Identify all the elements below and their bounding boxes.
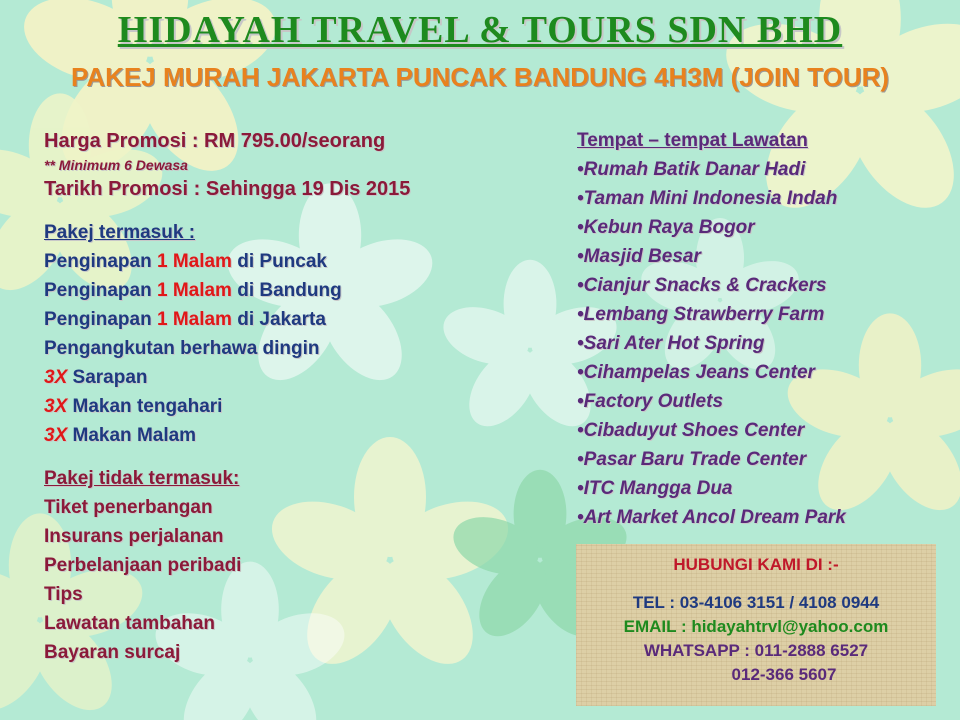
list-item: •Sari Ater Hot Spring bbox=[577, 333, 765, 354]
places-heading: Tempat – tempat Lawatan bbox=[577, 130, 808, 151]
contact-whatsapp: WHATSAPP : 011-2888 6527 bbox=[643, 641, 869, 660]
list-item: Perbelanjaan peribadi bbox=[44, 555, 242, 576]
excluded-heading: Pakej tidak termasuk: bbox=[44, 468, 240, 489]
list-item: •Lembang Strawberry Farm bbox=[577, 304, 825, 325]
list-item: •Kebun Raya Bogor bbox=[577, 217, 755, 238]
list-item: Pengangkutan berhawa dingin bbox=[44, 338, 320, 359]
list-item: •Factory Outlets bbox=[577, 391, 724, 412]
package-details bbox=[44, 126, 410, 667]
list-item: •Masjid Besar bbox=[577, 246, 701, 267]
list-item: Penginapan 1 Malam di Jakarta bbox=[44, 309, 326, 330]
list-item: •Cihampelas Jeans Center bbox=[577, 362, 815, 383]
list-item: Penginapan 1 Malam di Puncak bbox=[44, 251, 327, 272]
promo-date: Tarikh Promosi : Sehingga 19 Dis 2015 bbox=[44, 178, 411, 200]
contact-whatsapp-alt: 012-366 5607 bbox=[731, 665, 837, 684]
list-item: •Art Market Ancol Dream Park bbox=[577, 507, 846, 528]
list-item: Tiket penerbangan bbox=[44, 497, 213, 518]
list-item: •Rumah Batik Danar Hadi bbox=[577, 159, 806, 180]
list-item: •ITC Mangga Dua bbox=[577, 478, 733, 499]
contact-heading: HUBUNGI KAMI DI :- bbox=[673, 555, 839, 574]
contact-phone: TEL : 03-4106 3151 / 4108 0944 bbox=[632, 593, 880, 612]
contact-box bbox=[576, 544, 936, 706]
list-item: Bayaran surcaj bbox=[44, 642, 181, 663]
included-heading: Pakej termasuk : bbox=[44, 222, 196, 243]
list-item: 3X Makan tengahari bbox=[44, 396, 223, 417]
list-item: Penginapan 1 Malam di Bandung bbox=[44, 280, 342, 301]
contact-email: EMAIL : hidayahtrvl@yahoo.com bbox=[623, 617, 889, 636]
list-item: Lawatan tambahan bbox=[44, 613, 216, 634]
list-item: •Cibaduyut Shoes Center bbox=[577, 420, 805, 441]
list-item: •Pasar Baru Trade Center bbox=[577, 449, 807, 470]
list-item: 3X Sarapan bbox=[44, 367, 148, 388]
list-item: 3X Makan Malam bbox=[44, 425, 197, 446]
list-item: •Taman Mini Indonesia Indah bbox=[577, 188, 838, 209]
list-item: •Cianjur Snacks & Crackers bbox=[577, 275, 827, 296]
minimum-note: ** Minimum 6 Dewasa bbox=[44, 157, 188, 173]
list-item: Tips bbox=[44, 584, 83, 605]
places-list bbox=[577, 126, 846, 532]
package-title: PAKEJ MURAH JAKARTA PUNCAK BANDUNG 4H3M (JOIN TOUR) bbox=[70, 62, 890, 92]
promo-price: Harga Promosi : RM 795.00/seorang bbox=[44, 130, 386, 152]
company-name: HIDAYAH TRAVEL & TOURS SDN BHD bbox=[117, 9, 843, 51]
included-list bbox=[44, 247, 410, 450]
list-item: Insurans perjalanan bbox=[44, 526, 224, 547]
excluded-list bbox=[44, 493, 410, 667]
